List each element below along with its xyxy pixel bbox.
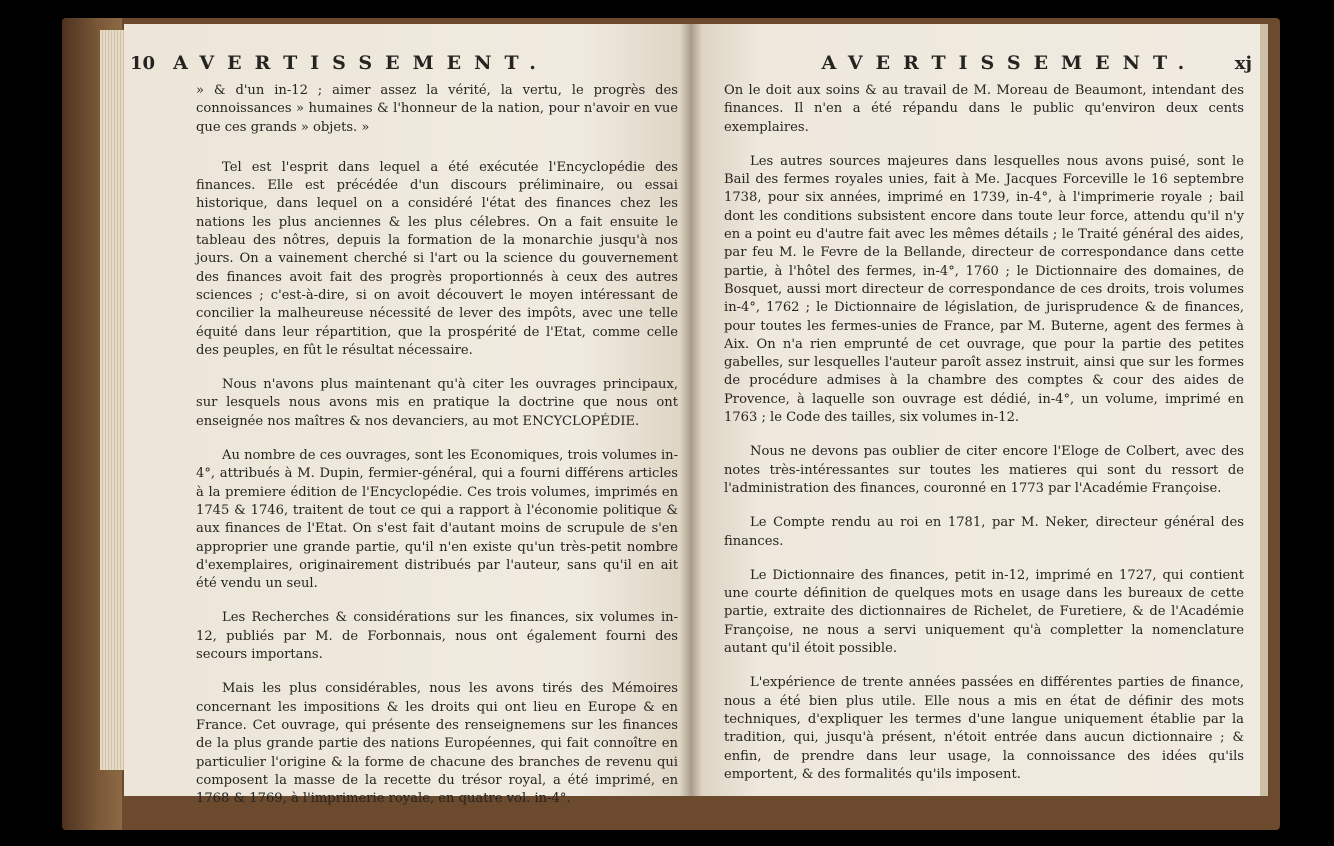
right-page-number: xj: [1234, 53, 1252, 74]
right-running-title: AVERTISSEMENT.: [821, 52, 1198, 74]
right-paragraph-6: L'expérience de trente années passées en différentes parties de finance, nous a été bien plus utile. Elle nous a mis en état de définir des mots techniques, d'expliquer les termes d'une langue uniquement établie par la tradition, qui, jusqu'à présent, n'étoit entrée dans aucun dictionnaire ; & enfin, de prendre dans leur usage, la connoissance des idées qu'ils emportent, & des formalités qu'ils imposent.: [724, 675, 1244, 782]
book-gutter: [680, 24, 702, 796]
right-paragraph-2: Les autres sources majeures dans lesquelles nous avons puisé, sont le Bail des fermes royales unies, fait à Me. Jacques Forceville le 16 septembre 1738, pour six années, imprimé en 1739, in-4°, à l'imprimerie royale ; bail dont les conditions subsistent encore dans toute leur force, attendu qu'il n'y en a point eu d'autre fait avec les mêmes détails ; le Traité général des aides, par feu M. le Fevre de la Bellande, directeur de correspondance dans cette partie, à l'hôtel des fermes, in-4°, 1760 ; le Dictionnaire des domaines, de Bosquet, aussi mort directeur de correspondance de ces droits, trois volumes in-4°, 1762 ; le Dictionnaire de législation, de jurisprudence & de finances, pour toutes les fermes-unies de France, par M. Buterne, agent des fermes à Aix. On n'a rien emprunté de cet ouvrage, que pour la partie des petites gabelles, sur lesquelles l'auteur paroît assez instruit, ainsi que sur les formes de procédure admises à la chambre des comptes & cour des aides de Provence, à laquelle son ouvrage est dédié, in-4°, un volume, imprimé en 1763 ; le Code des tailles, six volumes in-12.: [724, 153, 1244, 426]
left-running-head: [130, 52, 678, 80]
left-page: [124, 24, 690, 807]
right-paragraph-1: On le doit aux soins & au travail de M. Moreau de Beaumont, intendant des finances. Il n'en a été répandu dans le public qu'environ deux cents exemplaires.: [724, 83, 1244, 135]
left-running-title: AVERTISSEMENT.: [173, 52, 549, 74]
right-page: [690, 24, 1268, 796]
right-paragraph-4: Le Compte rendu au roi en 1781, par M. Neker, directeur général des finances.: [724, 515, 1244, 549]
left-paragraph-1: » & d'un in-12 ; aimer assez la vérité, la vertu, le progrès des connoissances » humaines & l'honneur de la nation, pour n'avoir en vue que ces grands » objets. »: [196, 83, 678, 135]
right-running-head: [724, 52, 1252, 80]
left-paragraph-6: Mais les plus considérables, nous les avons tirés des Mémoires concernant les impositions & les droits qui ont lieu en Europe & en France. Cet ouvrage, qui présente des renseignemens sur les finances de la plus grande partie des nations Européennes, qui fait connoître en particulier l'origine & la forme de chacune des branches de revenu qui composent la masse de la recette du trésor royal, a été imprimé, en 1768 & 1769, à l'imprimerie royale, en quatre vol. in-4°.: [196, 681, 678, 807]
left-paragraph-4: Au nombre de ces ouvrages, sont les Economiques, trois volumes in-4°, attribués à M. Dupin, fermier-général, qui a fourni différens articles à la premiere édition de l'Encyclopédie. Ces trois volumes, imprimés en 1745 & 1746, traitent de tout ce qui a rapport à l'économie politique & aux finances de l'Etat. On s'est fait d'autant moins de scrupule de s'en approprier une grande partie, qu'il n'en existe qu'un très-petit nombre d'exemplaires, originairement distribués par l'auteur, sans qu'il en ait été vendu un seul.: [196, 448, 678, 592]
right-paragraph-5: Le Dictionnaire des finances, petit in-12, imprimé en 1727, qui contient une courte définition de quelques mots en usage dans les bureaux de cette partie, extraite des dictionnaires de Richelet, de Furetiere, & de l'Académie Françoise, ne nous a servi uniquement qu'à completter la nomenclature autant qu'il étoit possible.: [724, 567, 1244, 657]
left-paragraph-3: Nous n'avons plus maintenant qu'à citer les ouvrages principaux, sur lesquels nous avons mis en pratique la doctrine que nous ont enseignée nos maîtres & nos devanciers, au mot ENCYCLOPÉDIE.: [196, 377, 678, 429]
right-paragraph-3: Nous ne devons pas oublier de citer encore l'Eloge de Colbert, avec des notes très-intéressantes sur toutes les matieres qui sont du ressort de l'administration des finances, couronné en 1773 par l'Académie Françoise.: [724, 444, 1244, 496]
left-paragraph-2: Tel est l'esprit dans lequel a été exécutée l'Encyclopédie des finances. Elle est précédée d'un discours préliminaire, ou essai historique, dans lequel on a considéré l'état des finances chez les nations les plus anciennes & les plus célebres. On a fait ensuite le tableau des nôtres, depuis la formation de la monarchie jusqu'à nos jours. On a vainement cherché si l'art ou la science du gouvernement des finances avoit fait des progrès proportionnés à ceux des autres sciences ; c'est-à-dire, si on avoit découvert le moyen intéressant de concilier la malheureuse nécessité de lever des impôts, avec une telle équité dans leur répartition, que la prospérité de l'Etat, comme celle des peuples, en fût le résultat nécessaire.: [196, 159, 678, 358]
left-page-number: 10: [130, 53, 156, 74]
left-paragraph-5: Les Recherches & considérations sur les finances, six volumes in-12, publiés par M. de Forbonnais, nous ont également fourni des secours importans.: [196, 610, 678, 663]
